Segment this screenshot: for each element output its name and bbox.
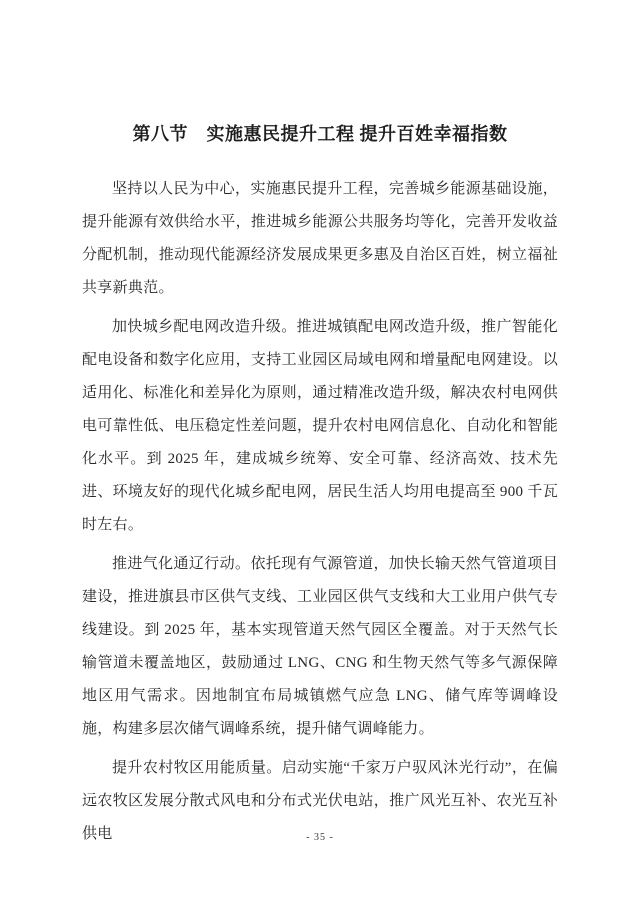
paragraph: 加快城乡配电网改造升级。推进城镇配电网改造升级，推广智能化配电设备和数字化应用，支持工业园区局域电网和增量配电网建设。以适用化、标准化和差异化为原则，通过精准改造升级，解决农村电网供电可靠性低、电压稳定性差问题，提升农村电网信息化、自动化和智能化水平。到 2025 年，建成城乡统筹、安全可靠、经济高效、技术先进、环境友好的现代化城乡配电网，居民生活人均用电提高至 900 千瓦时左右。 — [82, 319, 558, 533]
paragraph: 推进气化通辽行动。依托现有气源管道，加快长输天然气管道项目建设，推进旗县市区供气支线、工业园区供气支线和大工业用户供气专线建设。到 2025 年，基本实现管道天然气园区全覆盖。对于天然气长输管道未覆盖地区，鼓励通过 LNG、CNG 和生物天然气等多气源保障地区用气需求。因地制宜布局城镇燃气应急 LNG、储气库等调峰设施，构建多层次储气调峰系统，提升储气调峰能力。 — [82, 556, 558, 737]
paragraph: 提升农村牧区用能质量。启动实施“千家万户驭风沐光行动”，在偏远农牧区发展分散式风电和分布式光伏电站，推广风光互补、农光互补供电 — [82, 760, 558, 842]
page-number: - 35 - — [306, 832, 334, 843]
paragraph: 坚持以人民为中心，实施惠民提升工程，完善城乡能源基础设施，提升能源有效供给水平，推进城乡能源公共服务均等化，完善开发收益分配机制，推动现代能源经济发展成果更多惠及自治区百姓，树立福祉共享新典范。 — [82, 181, 558, 296]
page-title: 第八节 实施惠民提升工程 提升百姓幸福指数 — [132, 124, 508, 144]
document-body — [82, 173, 558, 851]
